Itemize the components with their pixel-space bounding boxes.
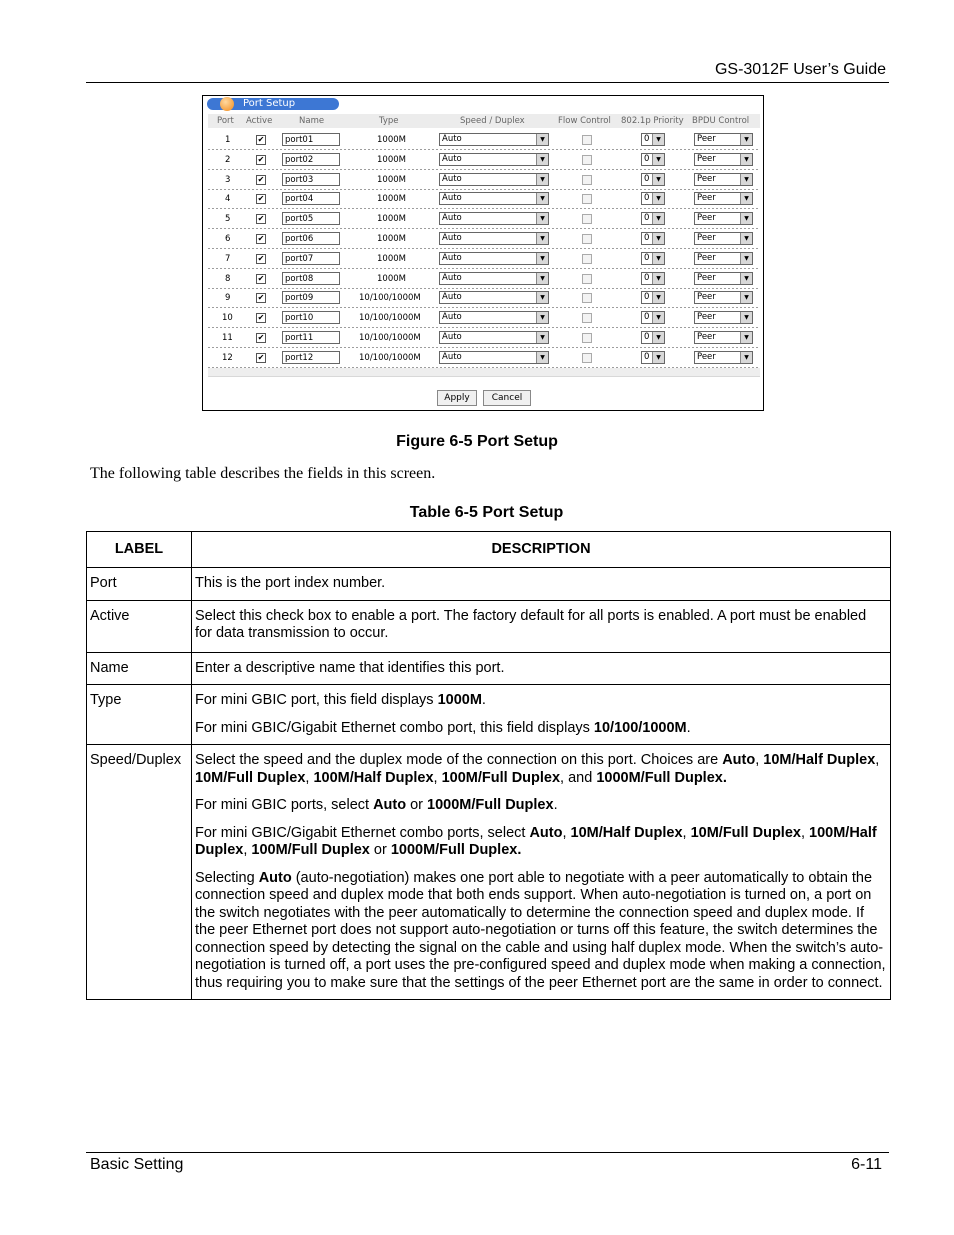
dropdown-arrow-icon: ▼	[740, 292, 752, 303]
port-row	[208, 189, 760, 209]
port-row	[208, 249, 760, 269]
active-checkbox[interactable]: ✔	[257, 273, 265, 283]
priority-select[interactable]: 0 ▼	[641, 291, 665, 304]
port-row	[208, 308, 760, 328]
table-caption: Table 6-5 Port Setup	[409, 504, 564, 521]
description-table	[86, 531, 891, 1000]
dropdown-arrow-icon: ▼	[740, 332, 752, 343]
port-number: 4	[225, 194, 231, 205]
row-label: Port	[87, 568, 192, 601]
bpdu-control-select[interactable]: Peer ▼	[694, 331, 753, 344]
row-description: Select this check box to enable a port. The factory default for all ports is enabled. A port must be enabled for data transmission to occur.	[192, 600, 891, 652]
speed-duplex-select[interactable]: Auto ▼	[439, 331, 549, 344]
screen-title: Port Setup	[243, 98, 296, 109]
col-name: Name	[299, 116, 325, 126]
dropdown-arrow-icon: ▼	[740, 253, 752, 264]
port-type: 1000M	[377, 234, 406, 244]
row-description: Enter a descriptive name that identifies this port.	[192, 652, 891, 685]
active-checkbox[interactable]: ✔	[257, 174, 265, 184]
dropdown-arrow-icon: ▼	[652, 273, 664, 284]
flow-control-checkbox[interactable]	[582, 293, 592, 303]
flow-control-checkbox[interactable]	[582, 175, 592, 185]
description-header: DESCRIPTION	[192, 532, 891, 568]
column-header-row	[208, 114, 760, 128]
speed-duplex-select[interactable]: Auto ▼	[439, 351, 549, 364]
port-name-input[interactable]: port10	[282, 311, 340, 324]
speed-duplex-select[interactable]: Auto ▼	[439, 232, 549, 245]
priority-select[interactable]: 0 ▼	[641, 212, 665, 225]
dropdown-arrow-icon: ▼	[740, 312, 752, 323]
flow-control-checkbox[interactable]	[582, 333, 592, 343]
active-checkbox[interactable]: ✔	[257, 352, 265, 362]
port-name-input[interactable]: port12	[282, 351, 340, 364]
bpdu-control-select[interactable]: Peer ▼	[694, 133, 753, 146]
active-checkbox[interactable]: ✔	[257, 333, 265, 342]
screen-title-bar	[207, 98, 339, 110]
col-active: Active	[246, 116, 273, 126]
dropdown-arrow-icon: ▼	[652, 213, 664, 224]
speed-duplex-select[interactable]: Auto ▼	[439, 192, 549, 205]
footer-rule	[86, 1152, 889, 1153]
dropdown-arrow-icon: ▼	[536, 134, 548, 145]
port-type: 1000M	[377, 135, 406, 145]
bpdu-control-select[interactable]: Peer ▼	[694, 291, 753, 304]
active-checkbox[interactable]: ✔	[257, 234, 265, 243]
active-checkbox[interactable]: ✔	[257, 214, 265, 224]
guide-title: GS-3012F User’s Guide	[714, 61, 886, 78]
rows-footer-band	[208, 368, 760, 376]
port-name-input[interactable]: port03	[282, 173, 340, 186]
port-type: 10/100/1000M	[359, 333, 421, 343]
flow-control-checkbox[interactable]	[582, 214, 592, 224]
priority-select[interactable]: 0 ▼	[641, 331, 665, 344]
priority-select[interactable]: 0 ▼	[641, 192, 665, 205]
port-type: 10/100/1000M	[359, 293, 421, 304]
footer-page-number: 6-11	[851, 1156, 882, 1173]
figure-caption: Figure 6-5 Port Setup	[396, 433, 558, 450]
dropdown-arrow-icon: ▼	[536, 174, 548, 185]
active-checkbox[interactable]: ✔	[257, 293, 265, 303]
port-name-input[interactable]: port05	[282, 212, 340, 225]
dropdown-arrow-icon: ▼	[536, 253, 548, 264]
footer-section: Basic Setting	[90, 1156, 184, 1173]
port-type: 1000M	[377, 253, 406, 264]
port-number: 9	[225, 293, 231, 304]
row-label: Active	[87, 600, 192, 652]
port-name-input[interactable]: port11	[282, 331, 340, 344]
row-label: Name	[87, 652, 192, 685]
priority-select[interactable]: 0 ▼	[641, 272, 665, 285]
port-number: 5	[225, 214, 231, 225]
dropdown-arrow-icon: ▼	[652, 332, 664, 343]
table-header-row	[87, 532, 891, 568]
port-row	[208, 328, 760, 348]
port-row	[208, 288, 760, 308]
active-checkbox[interactable]: ✔	[257, 154, 265, 164]
port-number: 1	[225, 135, 231, 145]
port-number: 6	[225, 234, 231, 244]
speed-duplex-select[interactable]: Auto ▼	[439, 212, 549, 225]
dropdown-arrow-icon: ▼	[536, 213, 548, 224]
active-checkbox[interactable]: ✔	[257, 135, 265, 144]
col-bpdu-control: BPDU Control	[692, 116, 750, 126]
row-description: For mini GBIC port, this field displays 1000M. For mini GBIC/Gigabit Ethernet combo port, this field displays 10/100/1000M.	[192, 685, 891, 745]
priority-select[interactable]: 0 ▼	[641, 173, 665, 186]
intro-text: The following table describes the fields in this screen.	[90, 465, 436, 482]
port-row	[208, 170, 760, 190]
row-description: This is the port index number.	[192, 568, 891, 601]
table-row-type	[87, 685, 891, 745]
col-flow-control: Flow Control	[558, 116, 611, 126]
port-number: 12	[222, 352, 233, 363]
bpdu-control-select[interactable]: Peer ▼	[694, 351, 753, 364]
port-name-input[interactable]: port01	[282, 133, 340, 146]
port-type: 1000M	[377, 194, 406, 205]
priority-select[interactable]: 0 ▼	[641, 311, 665, 324]
speed-duplex-select[interactable]: Auto ▼	[439, 252, 549, 265]
priority-select[interactable]: 0 ▼	[641, 133, 665, 146]
table-row-name	[87, 652, 891, 685]
flow-control-checkbox[interactable]	[582, 234, 592, 244]
port-row	[208, 348, 760, 368]
flow-control-checkbox[interactable]	[582, 135, 592, 145]
bpdu-control-select[interactable]: Peer ▼	[694, 272, 753, 285]
port-name-input[interactable]: port09	[282, 291, 340, 304]
cancel-button[interactable]: Cancel	[483, 390, 531, 406]
dropdown-arrow-icon: ▼	[740, 174, 752, 185]
port-type: 1000M	[377, 174, 406, 185]
row-description: Select the speed and the duplex mode of the connection on this port. Choices are Auto, 10M/Half Duplex, 10M/Full Duplex, 100M/Half Duplex, 100M/Full Duplex, and 1000M/Full Duplex. For mini GBIC ports, select Auto or 1000M/Full Duplex. For mini GBIC/Gigabit Ethernet combo ports, select Auto, 10M/Half Duplex, 10M/Full Duplex, 100M/Half Duplex, 100M/Full Duplex or 1000M/Full Duplex. Selecting Auto (auto-negotiation) makes one port able to negotiate with a peer automatically to obtain the connection speed and duplex mode that both ends support. When auto-negotiation is turned on, a port on the switch negotiates with the peer automatically to determine the connection speed and duplex mode. If the peer Ethernet port does not support auto-negotiation or turns off this feature, the switch determines the connection speed by detecting the signal on the cable and using half duplex mode. When the switch’s auto-negotiation is turned off, a port uses the pre-configured speed and duplex mode when making a connection, thus requiring you to make sure that the settings of the peer Ethernet port are the same in order to connect.	[192, 745, 891, 1000]
port-number: 7	[225, 253, 231, 264]
speed-duplex-select[interactable]: Auto ▼	[439, 153, 549, 166]
speed-duplex-select[interactable]: Auto ▼	[439, 272, 549, 285]
port-row	[208, 150, 760, 170]
dropdown-arrow-icon: ▼	[740, 154, 752, 165]
dropdown-arrow-icon: ▼	[740, 352, 752, 363]
dropdown-arrow-icon: ▼	[652, 134, 664, 145]
flow-control-checkbox[interactable]	[582, 313, 592, 323]
dropdown-arrow-icon: ▼	[652, 352, 664, 363]
dropdown-arrow-icon: ▼	[740, 193, 752, 204]
port-type: 1000M	[377, 273, 406, 284]
col-speed-duplex: Speed / Duplex	[460, 116, 525, 126]
port-setup-screenshot	[202, 95, 764, 411]
port-name-input[interactable]: port07	[282, 252, 340, 265]
active-checkbox[interactable]: ✔	[257, 313, 265, 323]
port-row	[208, 229, 760, 249]
priority-select[interactable]: 0 ▼	[641, 252, 665, 265]
title-bullet-icon	[220, 97, 234, 111]
dropdown-arrow-icon: ▼	[536, 332, 548, 343]
flow-control-checkbox[interactable]	[582, 155, 592, 165]
speed-duplex-select[interactable]: Auto ▼	[439, 311, 549, 324]
col-port: Port	[217, 116, 234, 126]
port-type: 10/100/1000M	[359, 352, 421, 363]
dropdown-arrow-icon: ▼	[740, 233, 752, 244]
label-header: LABEL	[87, 532, 192, 568]
bpdu-control-select[interactable]: Peer ▼	[694, 311, 753, 324]
col-priority: 802.1p Priority	[621, 116, 684, 126]
dropdown-arrow-icon: ▼	[652, 312, 664, 323]
dropdown-arrow-icon: ▼	[652, 233, 664, 244]
col-type: Type	[379, 116, 399, 126]
table-row-port	[87, 568, 891, 601]
dropdown-arrow-icon: ▼	[652, 193, 664, 204]
priority-select[interactable]: 0 ▼	[641, 232, 665, 245]
flow-control-checkbox[interactable]	[582, 274, 592, 284]
apply-button[interactable]: Apply	[437, 390, 477, 406]
bpdu-control-select[interactable]: Peer ▼	[694, 212, 753, 225]
dropdown-arrow-icon: ▼	[740, 134, 752, 145]
port-name-input[interactable]: port04	[282, 192, 340, 205]
dropdown-arrow-icon: ▼	[652, 253, 664, 264]
flow-control-checkbox[interactable]	[582, 194, 592, 204]
dropdown-arrow-icon: ▼	[740, 213, 752, 224]
header-rule	[86, 82, 889, 83]
row-label: Type	[87, 685, 192, 745]
port-type: 10/100/1000M	[359, 313, 421, 324]
port-row	[208, 130, 760, 150]
table-row-speed-duplex	[87, 745, 891, 1000]
port-name-input[interactable]: port08	[282, 272, 340, 285]
dropdown-arrow-icon: ▼	[536, 312, 548, 323]
port-number: 8	[225, 273, 231, 284]
dropdown-arrow-icon: ▼	[536, 352, 548, 363]
port-type: 1000M	[377, 154, 406, 165]
dropdown-arrow-icon: ▼	[652, 174, 664, 185]
port-number: 11	[222, 333, 233, 343]
port-row	[208, 269, 760, 289]
priority-select[interactable]: 0 ▼	[641, 351, 665, 364]
bpdu-control-select[interactable]: Peer ▼	[694, 192, 753, 205]
row-label: Speed/Duplex	[87, 745, 192, 1000]
dropdown-arrow-icon: ▼	[536, 292, 548, 303]
dropdown-arrow-icon: ▼	[536, 154, 548, 165]
flow-control-checkbox[interactable]	[582, 353, 592, 363]
table-row-active	[87, 600, 891, 652]
port-number: 3	[225, 174, 231, 185]
bpdu-control-select[interactable]: Peer ▼	[694, 252, 753, 265]
speed-duplex-select[interactable]: Auto ▼	[439, 291, 549, 304]
port-type: 1000M	[377, 214, 406, 225]
dropdown-arrow-icon: ▼	[536, 273, 548, 284]
flow-control-checkbox[interactable]	[582, 254, 592, 264]
speed-duplex-select[interactable]: Auto ▼	[439, 133, 549, 146]
speed-duplex-select[interactable]: Auto ▼	[439, 173, 549, 186]
dropdown-arrow-icon: ▼	[740, 273, 752, 284]
rows-footer-line	[208, 376, 760, 377]
port-name-input[interactable]: port06	[282, 232, 340, 245]
port-row	[208, 209, 760, 229]
priority-select[interactable]: 0 ▼	[641, 153, 665, 166]
port-number: 10	[222, 313, 233, 324]
bpdu-control-select[interactable]: Peer ▼	[694, 232, 753, 245]
port-name-input[interactable]: port02	[282, 153, 340, 166]
bpdu-control-select[interactable]: Peer ▼	[694, 173, 753, 186]
port-number: 2	[225, 154, 231, 165]
active-checkbox[interactable]: ✔	[257, 194, 265, 204]
dropdown-arrow-icon: ▼	[652, 292, 664, 303]
active-checkbox[interactable]: ✔	[257, 253, 265, 263]
dropdown-arrow-icon: ▼	[652, 154, 664, 165]
dropdown-arrow-icon: ▼	[536, 193, 548, 204]
dropdown-arrow-icon: ▼	[536, 233, 548, 244]
bpdu-control-select[interactable]: Peer ▼	[694, 153, 753, 166]
